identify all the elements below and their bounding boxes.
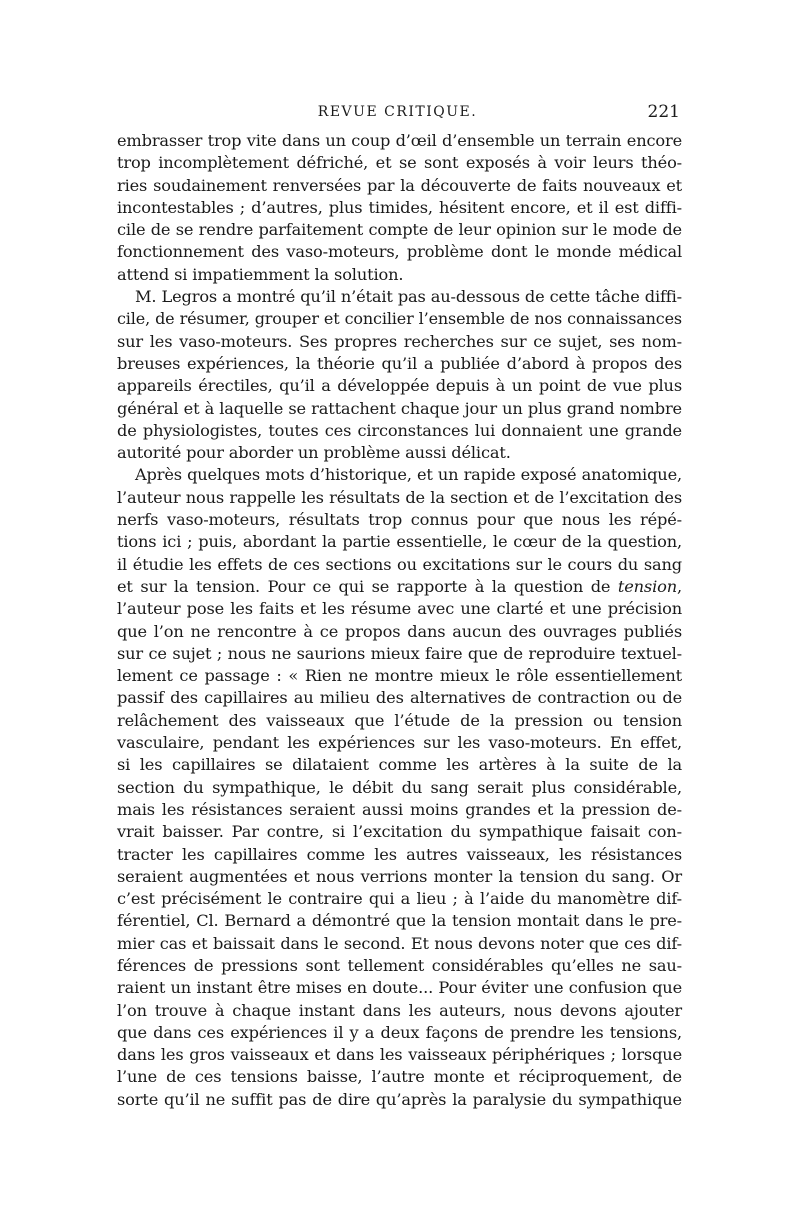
text-line: incontestables ; d’autres, plus timides, hésitent encore, et il est diffi- xyxy=(117,197,682,217)
page-number: 221 xyxy=(647,102,680,122)
text-line: seraient augmentées et nous verrions monter la tension du sang. Or xyxy=(117,866,682,886)
text-line: raient un instant être mises en doute... Pour éviter une confusion que xyxy=(117,978,682,998)
text-line: général et à laquelle se rattachent chaque jour un plus grand nombre xyxy=(117,398,682,418)
text-line: sur ce sujet ; nous ne saurions mieux faire que de reproduire textuel- xyxy=(117,643,682,663)
text-line: que l’on ne rencontre à ce propos dans aucun des ouvrages publiés xyxy=(117,621,682,641)
text-line: si les capillaires se dilataient comme les artères à la suite de la xyxy=(117,755,682,775)
text-line: attend si impatiemment la solution. xyxy=(117,264,404,284)
text-line: l’auteur nous rappelle les résultats de la section et de l’excitation des xyxy=(117,487,682,507)
text-line: fonctionnement des vaso-moteurs, problème dont le monde médical xyxy=(117,242,682,262)
text-line: dans les gros vaisseaux et dans les vaisseaux périphériques ; lorsque xyxy=(117,1045,682,1065)
text-line: nerfs vaso-moteurs, résultats trop connus pour que nous les répé- xyxy=(117,510,682,530)
text-line: l’une de ces tensions baisse, l’autre monte et réciproquement, de xyxy=(117,1067,682,1087)
text-line: trop incomplètement défriché, et se sont exposés à voir leurs théo- xyxy=(117,153,682,173)
text-line: tracter les capillaires comme les autres vaisseaux, les résistances xyxy=(117,844,682,864)
text-line: férentiel, Cl. Bernard a démontré que la tension montait dans le pre- xyxy=(117,911,682,931)
text-line: l’auteur pose les faits et les résume avec une clarté et une précision xyxy=(117,599,682,619)
text-line: cile de se rendre parfaitement compte de leur opinion sur le mode de xyxy=(117,220,682,240)
text-line: sorte qu’il ne suffit pas de dire qu’après la paralysie du sympathique xyxy=(117,1089,682,1109)
text-line: vrait baisser. Par contre, si l’excitation du sympathique faisait con- xyxy=(117,822,682,842)
running-head xyxy=(115,100,680,124)
text-line: cile, de résumer, grouper et concilier l’ensemble de nos connaissances xyxy=(117,309,682,329)
text-line: lement ce passage : « Rien ne montre mieux le rôle essentiellement xyxy=(117,666,682,686)
text-line: de physiologistes, toutes ces circonstances lui donnaient une grande xyxy=(117,420,682,440)
text-line: il étudie les effets de ces sections ou excitations sur le cours du sang xyxy=(117,554,682,574)
text-line: section du sympathique, le débit du sang serait plus considérable, xyxy=(117,777,682,797)
text-line: appareils érectiles, qu’il a développée depuis à un point de vue plus xyxy=(117,376,682,396)
text-line: tions ici ; puis, abordant la partie essentielle, le cœur de la question, xyxy=(117,532,682,552)
text-line: sur les vaso-moteurs. Ses propres recherches sur ce sujet, ses nom- xyxy=(117,331,682,351)
text-line: embrasser trop vite dans un coup d’œil d’ensemble un terrain encore xyxy=(117,131,682,150)
text-line: mais les résistances seraient aussi moins grandes et la pression de- xyxy=(117,799,682,819)
text-line: l’on trouve à chaque instant dans les auteurs, nous devons ajouter xyxy=(117,1000,682,1020)
text-line: férences de pressions sont tellement considérables qu’elles ne sau- xyxy=(117,955,682,975)
text-line: autorité pour aborder un problème aussi délicat. xyxy=(117,443,511,463)
text-line: c’est précisément le contraire qui a lieu ; à l’aide du manomètre dif- xyxy=(117,889,682,909)
text-line: mier cas et baissait dans le second. Et nous devons noter que ces dif- xyxy=(117,933,682,953)
body-text xyxy=(117,130,682,1111)
text-line: M. Legros a montré qu’il n’était pas au-dessous de cette tâche diffi- xyxy=(135,287,682,307)
text-line: que dans ces expériences il y a deux façons de prendre les tensions, xyxy=(117,1022,682,1042)
text-line: breuses expériences, la théorie qu’il a publiée d’abord à propos des xyxy=(117,353,682,373)
text-line: Après quelques mots d’historique, et un rapide exposé anatomique, xyxy=(135,465,682,485)
text-line: et sur la tension. Pour ce qui se rapporte à la question de tension, xyxy=(117,576,682,596)
running-title: REVUE CRITIQUE. xyxy=(317,104,478,120)
text-line: passif des capillaires au milieu des alternatives de contraction ou de xyxy=(117,688,682,708)
text-line: ries soudainement renversées par la découverte de faits nouveaux et xyxy=(117,175,682,195)
text-line: vasculaire, pendant les expériences sur les vaso-moteurs. En effet, xyxy=(117,733,682,753)
text-line: relâchement des vaisseaux que l’étude de la pression ou tension xyxy=(117,710,682,730)
